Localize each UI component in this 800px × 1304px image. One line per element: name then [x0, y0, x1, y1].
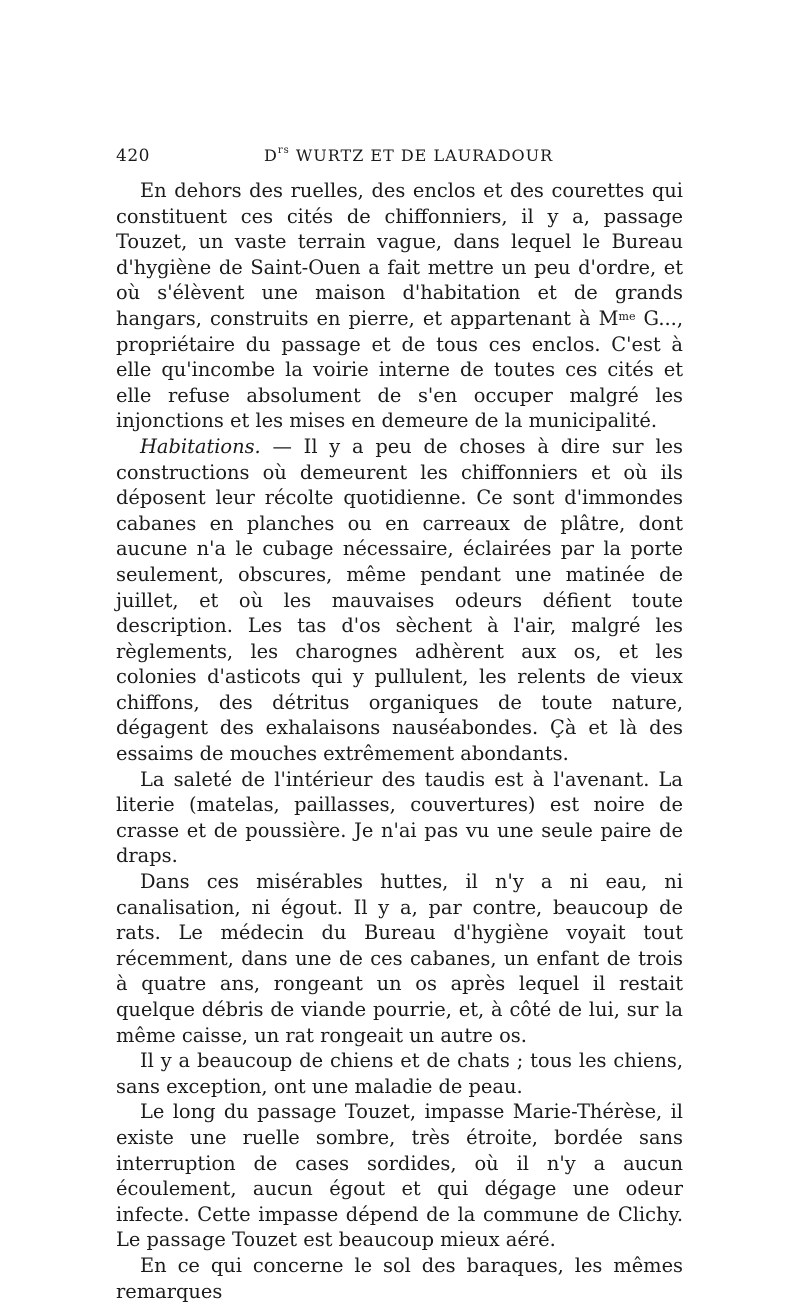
paragraph-7-text: En ce qui concerne le sol des baraques, les mêmes remarques [116, 1253, 683, 1303]
paragraph-3 [116, 767, 683, 869]
title-rest: WURTZ ET DE LAURADOUR [289, 146, 554, 165]
running-head [116, 146, 686, 170]
title-prefix-sup: rs [277, 145, 290, 156]
paragraph-7 [116, 1253, 683, 1304]
paragraph-3-text: La saleté de l'intérieur des taudis est à l'avenant. La literie (matelas, paillasses, couvertures) est noire de crasse et de poussière. Je n'ai pas vu une seule paire de draps. [116, 767, 683, 868]
page-number: 420 [116, 146, 150, 166]
paragraph-5 [116, 1048, 683, 1099]
paragraph-1-text-a: En dehors des ruelles, des enclos et des courettes qui constituent ces cités de chiffonniers, il y a, passage Touzet, un vaste terrain vague, dans lequel le Bureau d'hygiène de Saint-Ouen a fait mettre un peu d'ordre, et où s'élèvent une maison d'habitation et de grands hangars, construits en pierre, et appartenant à M [116, 179, 683, 330]
paragraph-1-sup: me [618, 309, 636, 323]
paragraph-1 [116, 178, 683, 434]
paragraph-4-text: Dans ces misérables huttes, il n'y a ni eau, ni canalisation, ni égout. Il y a, par contre, beaucoup de rats. Le médecin du Bureau d'hygiène voyait tout récemment, dans une de ces cabanes, un enfant de trois à quatre ans, rongeant un os après lequel il restait quelque débris de viande pourrie, et, à côté de lui, sur la même caisse, un rat rongeait un autre os. [116, 870, 683, 1047]
paragraph-4 [116, 869, 683, 1048]
paragraph-6-text: Le long du passage Touzet, impasse Marie-Thérèse, il existe une ruelle sombre, très étroite, bordée sans interruption de cases sordides, où il n'y a aucun écoulement, aucun égout et qui dégage une odeur infecte. Cette impasse dépend de la commune de Clichy. Le passage Touzet est beaucoup mieux aéré. [116, 1100, 683, 1252]
section-lead-habitations: Habitations. [140, 434, 261, 458]
paragraph-1-text-b: G..., propriétaire du passage et de tous ces enclos. C'est à elle qu'incombe la voirie interne de toutes ces cités et elle refuse absolument de s'en occuper malgré les injonctions et les mises en demeure de la municipalité. [116, 306, 683, 433]
running-title [264, 146, 553, 165]
paragraph-5-text: Il y a beaucoup de chiens et de chats ; tous les chiens, sans exception, ont une maladie de peau. [116, 1049, 683, 1098]
paragraph-6 [116, 1099, 683, 1253]
paragraph-2 [116, 434, 683, 767]
paragraph-2-text: — Il y a peu de choses à dire sur les constructions où demeurent les chiffonniers et où ils déposent leur récolte quotidienne. Ce sont d'immondes cabanes en planches ou en carreaux de plâtre, dont aucune n'a le cubage nécessaire, éclairées par la porte seulement, obscures, même pendant une matinée de juillet, et où les mauvaises odeurs défient toute description. Les tas d'os sèchent à l'air, malgré les règlements, les charognes adhèrent aux os, et les colonies d'asticots qui y pullulent, les relents de vieux chiffons, des détritus organiques de toute nature, dégagent des exhalaisons nauséabondes. Çà et là des essaims de mouches extrêmement abondants. [116, 434, 683, 766]
title-prefix: D [264, 146, 278, 165]
body-text [116, 178, 683, 1304]
